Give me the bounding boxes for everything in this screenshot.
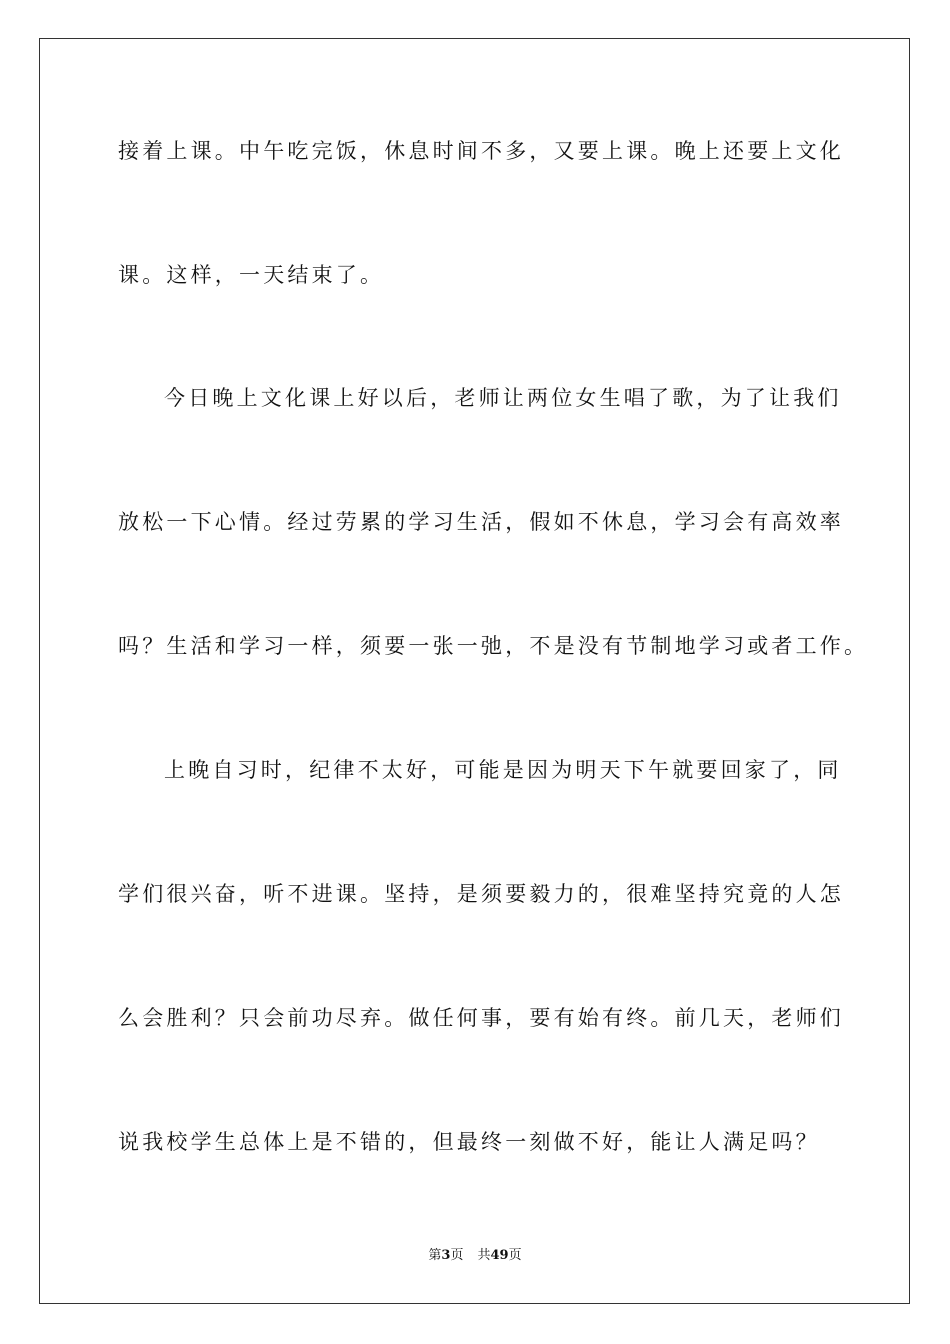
text-line: 说我校学生总体上是不错的，但最终一刻做不好，能让人满足吗？ — [118, 1130, 820, 1154]
text-line: 学们很兴奋，听不进课。坚持，是须要毅力的，很难坚持究竟的人怎 — [118, 882, 844, 906]
total-suffix: 页 — [508, 1248, 522, 1263]
paragraph-start-line: 今日晚上文化课上好以后，老师让两位女生唱了歌，为了让我们 — [164, 386, 842, 410]
text-line: 吗？生活和学习一样，须要一张一弛，不是没有节制地学习或者工作。 — [118, 634, 869, 658]
total-prefix: 共 — [477, 1248, 491, 1263]
text-line: 放松一下心情。经过劳累的学习生活，假如不休息，学习会有高效率 — [118, 510, 844, 534]
total-pages: 49 — [490, 1248, 509, 1263]
page-border — [39, 38, 910, 1304]
text-line: 接着上课。中午吃完饭，休息时间不多，又要上课。晚上还要上文化 — [118, 139, 844, 163]
text-line: 么会胜利？只会前功尽弃。做任何事，要有始有终。前几天，老师们 — [118, 1006, 844, 1030]
page-number: 3 — [441, 1248, 451, 1263]
page-footer — [0, 1247, 950, 1265]
paragraph-start-line: 上晚自习时，纪律不太好，可能是因为明天下午就要回家了，同 — [164, 758, 842, 782]
page-prefix: 第 — [428, 1248, 442, 1263]
page-suffix: 页 — [450, 1248, 464, 1263]
text-line: 课。这样，一天结束了。 — [118, 263, 385, 287]
